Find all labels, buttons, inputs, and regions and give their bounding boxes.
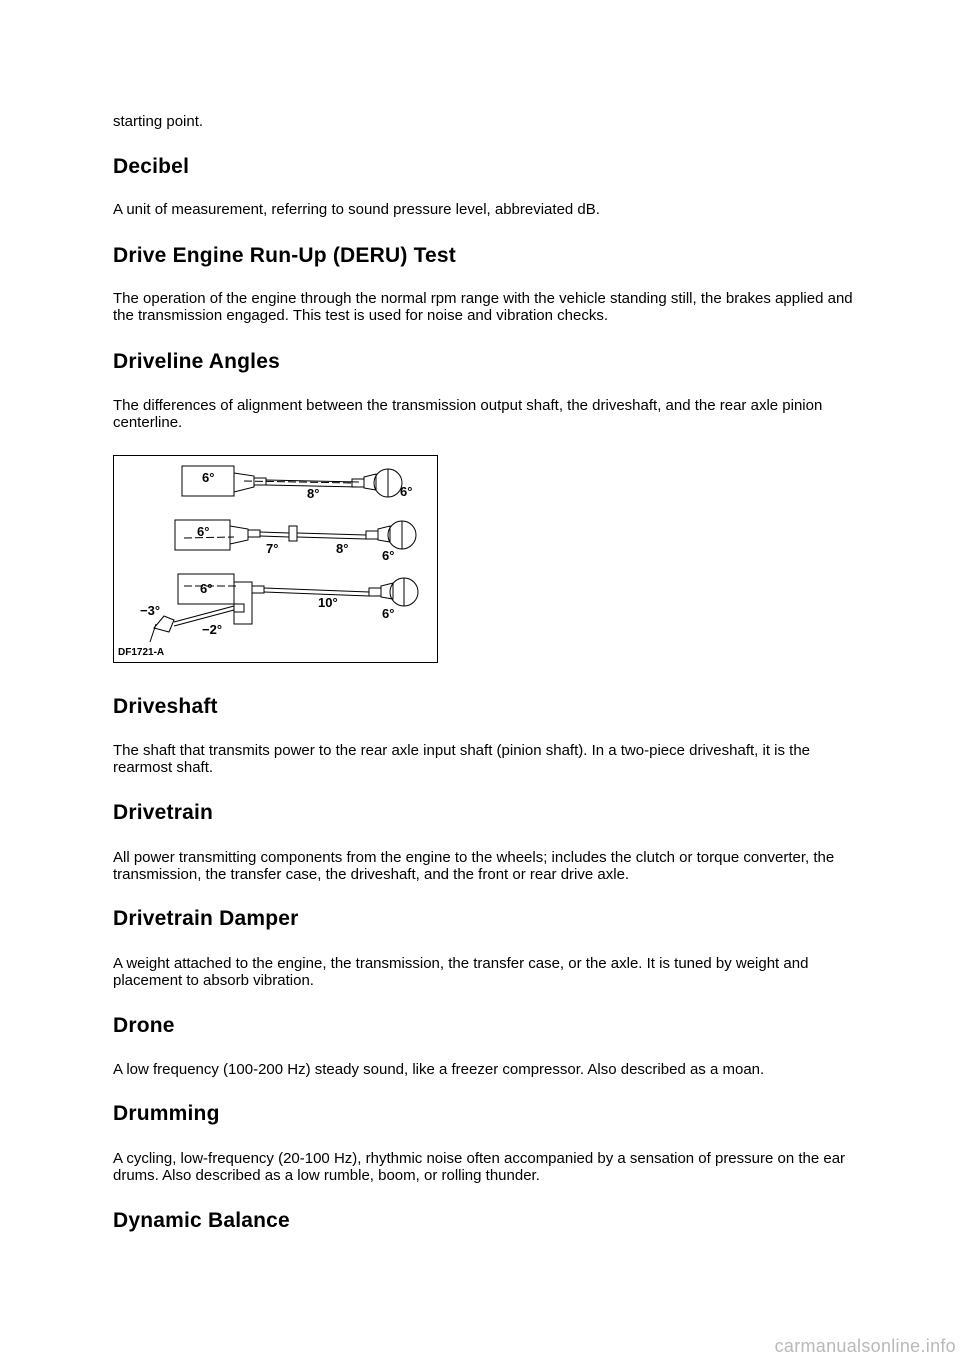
label-r2-shaft2: 8° — [336, 541, 349, 556]
label-r3-front: −3° — [140, 603, 161, 618]
row3-driveshaft-bottom — [264, 592, 369, 596]
definition-drone: A low frequency (100-200 Hz) steady sound, like a freezer compressor. Also described as a moan. — [113, 1061, 765, 1078]
definition-deru-test: The operation of the engine through the normal rpm range with the vehicle standing still, the brakes applied and the transmission engaged. This test is used for noise and vibration checks. — [113, 290, 853, 324]
label-r3-axle: 6° — [382, 606, 395, 621]
row3-driveshaft-top — [264, 588, 369, 592]
definition-drivetrain-damper: A weight attached to the engine, the transmission, the transfer case, or the axle. It is tuned by weight and placement to absorb vibration. — [113, 955, 809, 989]
label-r2-trans: 6° — [197, 524, 210, 539]
row2-center-bearing — [289, 526, 297, 541]
row3-front-ujoint — [234, 604, 244, 612]
label-r2-shaft1: 7° — [266, 541, 279, 556]
label-r2-axle: 6° — [382, 548, 395, 563]
watermark[interactable]: carmanualsonline.info — [774, 1336, 956, 1356]
term-drivetrain-damper: Drivetrain Damper — [113, 907, 299, 930]
term-driveline-angles: Driveline Angles — [113, 350, 280, 373]
term-deru-test: Drive Engine Run-Up (DERU) Test — [113, 244, 456, 267]
row2-ujoint-rear — [366, 531, 378, 539]
row3-front-axle — [154, 616, 174, 632]
definition-drivetrain: All power transmitting components from the engine to the wheels; includes the clutch or torque converter, the transmission, the transfer case, the driveshaft, and the front or rear drive axle. — [113, 849, 835, 883]
term-drone: Drone — [113, 1014, 175, 1037]
row2-ujoint-front — [248, 530, 260, 537]
label-r1-axle: 6° — [400, 484, 413, 499]
label-r3-front-shaft: −2° — [202, 622, 223, 637]
definition-drumming: A cycling, low-frequency (20-100 Hz), rhythmic noise often accompanied by a sensation of pressure on the ear drums. Also described as a low rumble, boom, or rolling thunder. — [113, 1150, 846, 1184]
label-r3-trans: 6° — [200, 581, 213, 596]
row2-shaft2-top — [297, 533, 366, 535]
label-r1-trans: 6° — [202, 470, 215, 485]
term-drivetrain: Drivetrain — [113, 801, 214, 824]
row1-ujoint-rear — [352, 479, 364, 487]
term-driveshaft: Driveshaft — [113, 695, 218, 718]
label-r3-shaft: 10° — [318, 595, 338, 610]
figure-id: DF1721-A — [118, 647, 165, 658]
row1-tailshaft — [234, 473, 254, 492]
intro-text: starting point. — [113, 113, 204, 130]
term-decibel: Decibel — [113, 155, 190, 178]
definition-decibel: A unit of measurement, referring to sound pressure level, abbreviated dB. — [113, 201, 600, 218]
row3-ujoint-rear — [369, 588, 381, 596]
row2-shaft1-bottom — [260, 536, 289, 537]
row2-shaft2-bottom — [297, 537, 366, 539]
row3-ujoint-front — [252, 586, 264, 593]
row3-front-shaft-top — [174, 606, 234, 622]
driveline-diagram — [114, 456, 436, 661]
definition-driveline-angles: The differences of alignment between the transmission output shaft, the driveshaft, and the rear axle pinion centerline. — [113, 397, 823, 431]
label-r1-shaft: 8° — [307, 486, 320, 501]
term-drumming: Drumming — [113, 1102, 220, 1125]
row2-tailshaft — [230, 526, 248, 544]
row3-transfer-case — [234, 582, 252, 624]
row2-shaft1-top — [260, 532, 289, 533]
term-dynamic-balance: Dynamic Balance — [113, 1209, 290, 1232]
definition-driveshaft: The shaft that transmits power to the rear axle input shaft (pinion shaft). In a two-piece driveshaft, it is the rearmost shaft. — [113, 742, 811, 776]
driveline-angles-figure — [113, 455, 438, 663]
